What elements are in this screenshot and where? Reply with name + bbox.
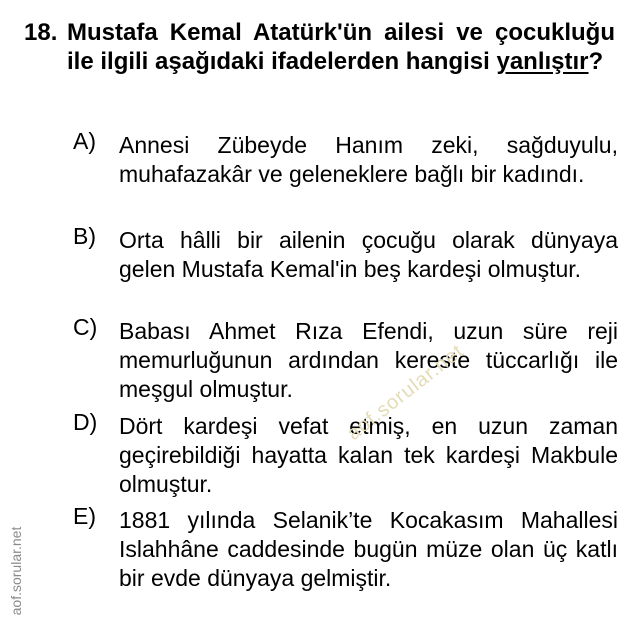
question-stem [67,18,615,76]
option-e-text: 1881 yılında Selanik’te Kocakasım Mahallesi Islahhâne caddesinde bugün müze olan üç katlı bir evde dünyaya gelmiştir. [119,507,618,591]
option-b-text: Orta hâlli bir ailenin çocuğu olarak dünyaya gelen Mustafa Kemal'in beş kardeşi olmuştur. [119,227,618,282]
option-d[interactable] [73,409,618,499]
question-number: 18. [24,19,58,46]
option-d-text: Dört kardeşi vefat etmiş, en uzun zaman geçirebildiği hayatta kalan tek kardeşi Makbule olmuştur. [119,413,618,497]
watermark-center: aof.sorular.net [342,340,469,445]
option-b[interactable] [73,223,618,284]
option-e-letter: E) [73,503,96,529]
option-d-letter: D) [73,409,98,435]
watermark-side: aof.sorular.net [8,526,24,616]
option-a-letter: A) [73,128,96,154]
option-e[interactable] [73,503,618,593]
option-a[interactable] [73,128,618,189]
question-stem-text: Mustafa Kemal Atatürk'ün ailesi ve çocukluğu ile ilgili aşağıdaki ifadelerden hangisi [67,19,615,75]
option-c-text: Babası Ahmet Rıza Efendi, uzun süre reji memurluğunun ardından kereste tüccarlığı ile meşgul olmuştur. [119,318,618,402]
question-stem-emphasis: yanlıştır [496,48,589,75]
option-c[interactable] [73,314,618,404]
question-stem-suffix: ? [588,48,604,75]
option-a-text: Annesi Zübeyde Hanım zeki, sağduyulu, muhafazakâr ve geleneklere bağlı bir kadındı. [119,132,618,187]
option-b-letter: B) [73,223,96,249]
option-c-letter: C) [73,314,98,340]
